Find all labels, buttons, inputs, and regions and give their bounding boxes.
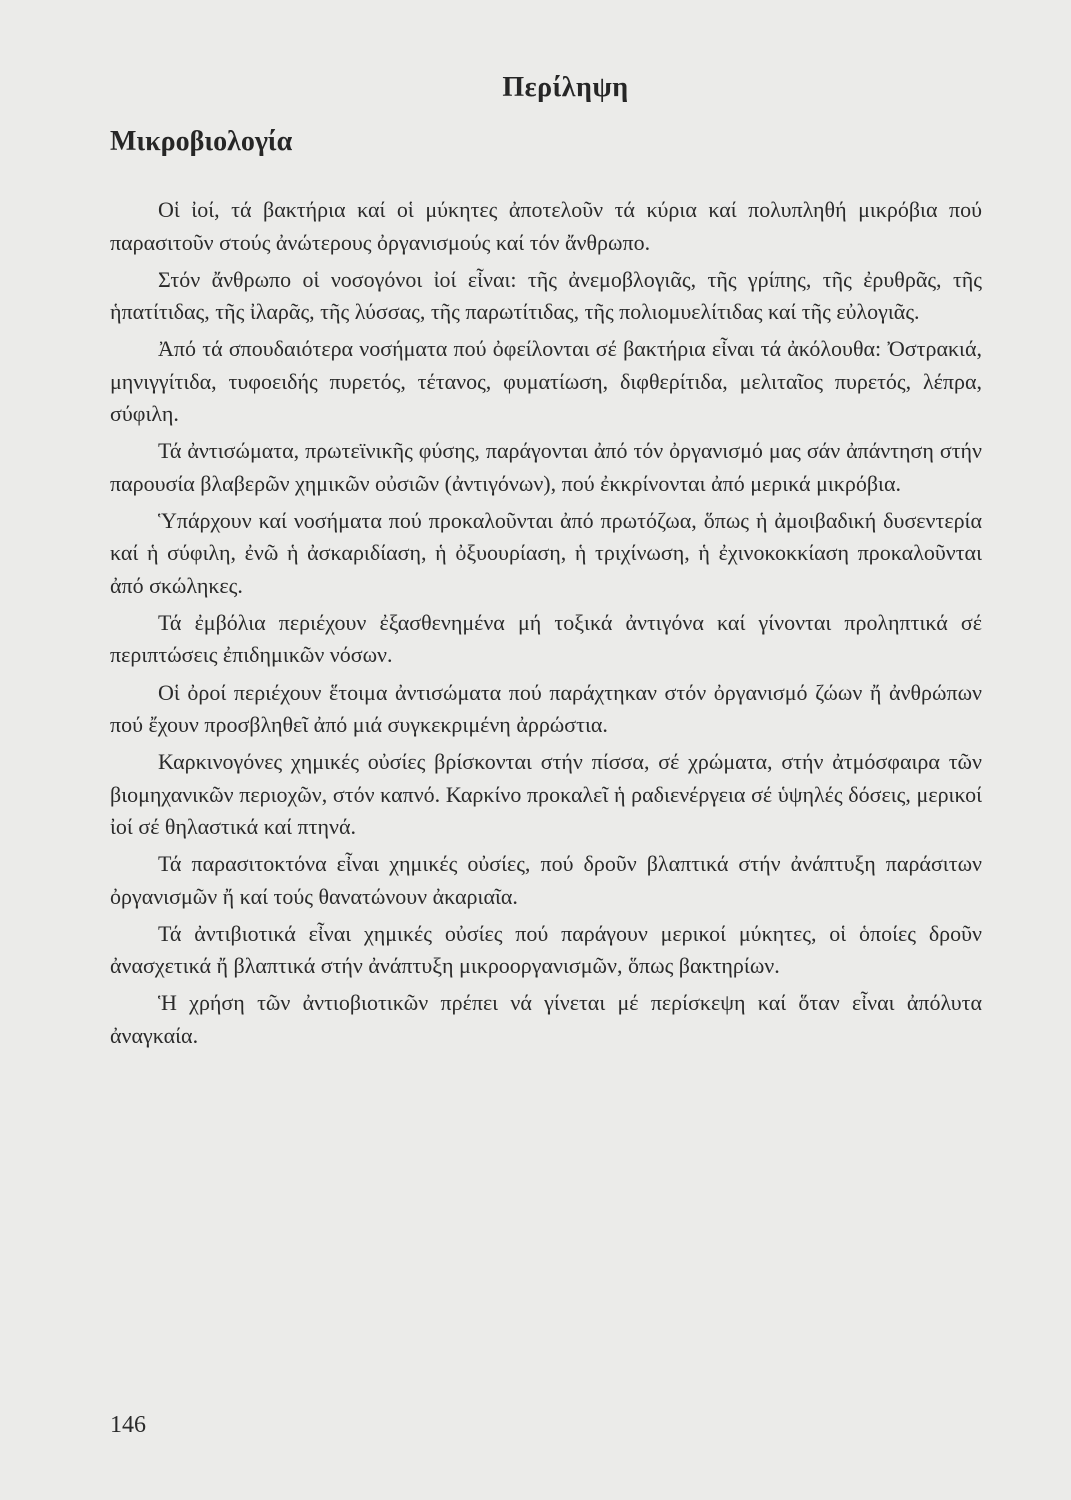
paragraph: Τά ἀντιβιοτικά εἶναι χημικές οὐσίες πού παράγουν μερικοί μύκητες, οἱ ὁποίες δροῦν ἀνασχετικά ἤ βλαπτικά στήν ἀνάπτυξη μικροοργανισμῶν, ὅπως βακτηρίων. <box>110 920 982 979</box>
paragraph: Ἡ χρήση τῶν ἀντιοβιοτικῶν πρέπει νά γίνεται μέ περίσκεψη καί ὅταν εἶναι ἀπόλυτα ἀναγκαία. <box>110 990 982 1048</box>
paragraph: Τά ἐμβόλια περιέχουν ἐξασθενημένα μή τοξικά ἀντιγόνα καί γίνονται προληπτικά σέ περιπτώσεις ἐπιδημικῶν νόσων. <box>110 609 982 668</box>
paragraph: Στόν ἄνθρωπο οἱ νοσογόνοι ἰοί εἶναι: τῆς ἀνεμοβλογιᾶς, τῆς γρίπης, τῆς ἐρυθρᾶς, τῆς ἡπατίτιδας, τῆς ἰλαρᾶς, τῆς λύσσας, τῆς παρωτίτιδας, τῆς πολιομυελίτιδας καί τῆς εὐλογιᾶς. <box>110 266 982 325</box>
paragraph: Τά παρασιτοκτόνα εἶναι χημικές οὐσίες, πού δροῦν βλαπτικά στήν ἀνάπτυξη παράσιτων ὀργανισμῶν ἤ καί τούς θανατώνουν ἀκαριαῖα. <box>110 851 982 909</box>
section-heading: Μικροβιολογία <box>110 126 293 157</box>
page-number: 146 <box>110 1412 146 1438</box>
paragraph: Οἱ ὀροί περιέχουν ἕτοιμα ἀντισώματα πού παράχτηκαν στόν ὀργανισμό ζώων ἤ ἀνθρώπων πού ἔχουν προσβληθεῖ ἀπό μιά συγκεκριμένη ἀρρώστια. <box>110 679 982 738</box>
paragraph: Ἀπό τά σπουδαιότερα νοσήματα πού ὀφείλονται σέ βακτήρια εἶναι τά ἀκόλουθα: Ὀστρακιά, μηνιγγίτιδα, τυφοειδής πυρετός, τέτανος, φυματίωση, διφθερίτιδα, μελιταῖος πυρετός, λέπρα, σύφιλη. <box>110 336 982 427</box>
paragraph: Τά ἀντισώματα, πρωτεϊνικῆς φύσης, παράγονται ἀπό τόν ὀργανισμό μας σάν ἀπάντηση στήν παρουσία βλαβερῶν χημικῶν οὐσιῶν (ἀντιγόνων), πού ἐκκρίνονται ἀπό μερικά μικρόβια. <box>110 438 982 496</box>
body-text <box>110 194 982 1057</box>
paragraph: Ὑπάρχουν καί νοσήματα πού προκαλοῦνται ἀπό πρωτόζωα, ὅπως ἡ ἀμοιβαδική δυσεντερία καί ἡ σύφιλη, ἐνῶ ἡ ἀσκαριδίαση, ἡ ὀξυουρίαση, ἡ τριχίνωση, ἡ ἐχινοκοκκίαση προκαλοῦνται ἀπό σκώληκες. <box>110 507 982 598</box>
page-title: Περίληψη <box>502 72 629 103</box>
paragraph: Καρκινογόνες χημικές οὐσίες βρίσκονται στήν πίσσα, σέ χρώματα, στήν ἀτμόσφαιρα τῶν βιομηχανικῶν περιοχῶν, στόν καπνό. Καρκίνο προκαλεῖ ἡ ραδιενέργεια σέ ὑψηλές δόσεις, μερικοί ἰοί σέ θηλαστικά καί πτηνά. <box>110 749 982 840</box>
paragraph: Οἱ ἰοί, τά βακτήρια καί οἱ μύκητες ἀποτελοῦν τά κύρια καί πολυπληθή μικρόβια πού παρασιτοῦν στούς ἀνώτερους ὀργανισμούς καί τόν ἄνθρωπο. <box>110 197 982 255</box>
